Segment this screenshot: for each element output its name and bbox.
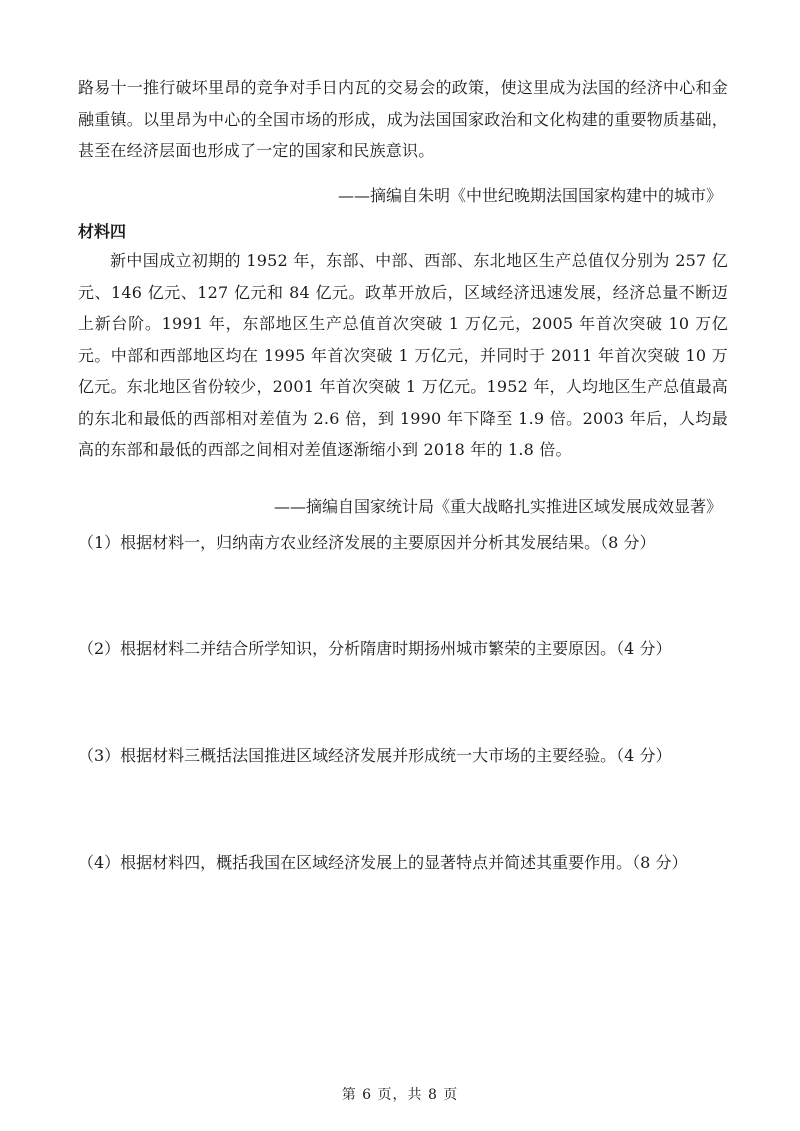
material4-source: ——摘编自国家统计局《重大战略扎实推进区域发展成效显著》 <box>273 497 722 516</box>
material4-body-text: 新中国成立初期的 1952 年，东部、中部、西部、东北地区生产总值仅分别为 257 亿元、146 亿元、127 亿元和 84 亿元。政革开放后，区域经济迅速发展，经济总量不断迈上新台阶。1991 年，东部地区生产总值首次突破 1 万亿元，2005 年首次突破 10 万亿元。中部和西部地区均在 1995 年首次突破 1 万亿元，并同时于 2011 年首次突破 10 万亿元。东北地区省份较少，2001 年首次突破 1 万亿元。1952 年，人均地区生产总值最高的东北和最低的西部相对差值为 2.6 倍，到 1990 年下降至 1.9 倍。2003 年后，人均最高的东部和最低的西部之间相对差值逐渐缩小到 2018 年的 1.8 倍。 <box>78 251 728 459</box>
material3-continuation-text: 路易十一推行破坏里昂的竞争对手日内瓦的交易会的政策，使这里成为法国的经济中心和金融重镇。以里昂为中心的全国市场的形成，成为法国国家政治和文化构建的重要物质基础，甚至在经济层面也形成了一定的国家和民族意识。 <box>78 78 728 160</box>
question-4: （4）根据材料四，概括我国在区域经济发展上的显著特点并简述其重要作用。（8 分） <box>78 853 688 872</box>
question-3: （3）根据材料三概括法国推进区域经济发展并形成统一大市场的主要经验。（4 分） <box>78 746 672 765</box>
material3-source: ——摘编自朱明《中世纪晚期法国国家构建中的城市》 <box>337 186 722 205</box>
question-2: （2）根据材料二并结合所学知识，分析隋唐时期扬州城市繁荣的主要原因。（4 分） <box>78 639 672 658</box>
material4-heading: 材料四 <box>78 222 127 241</box>
page-footer: 第 6 页，共 8 页 <box>341 1087 459 1103</box>
question-1: （1）根据材料一，归纳南方农业经济发展的主要原因并分析其发展结果。（8 分） <box>78 533 656 552</box>
